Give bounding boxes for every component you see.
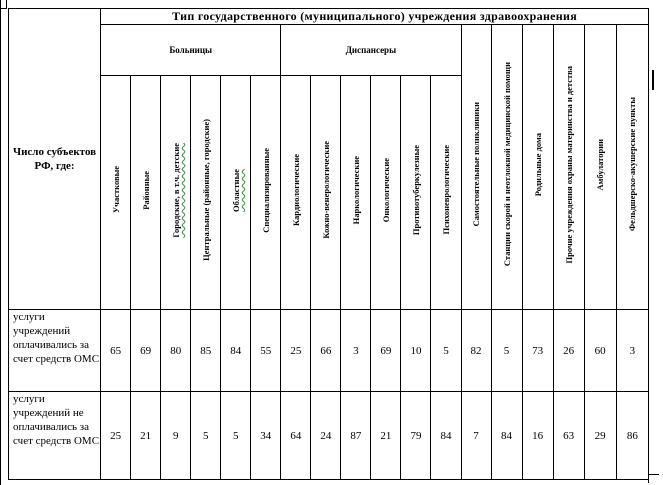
row-header-cell <box>9 9 101 310</box>
table-cell: 7 <box>461 392 491 480</box>
column-header-1 <box>131 76 161 310</box>
table-cell: 5 <box>191 392 221 480</box>
table-cell: 55 <box>251 310 281 392</box>
group-dispensaries-cell <box>281 25 461 76</box>
table-cell: 60 <box>584 310 616 392</box>
column-label: Онкологические <box>380 157 391 223</box>
column-label: Участковые <box>110 166 121 214</box>
column-label: Городские, в т.ч. детские <box>170 142 181 238</box>
column-label: Фельдшерско-акушерские пункты <box>627 97 638 232</box>
column-label: Районные <box>140 170 151 210</box>
column-header-8 <box>341 76 371 310</box>
table-cell: 21 <box>131 392 161 480</box>
corner-mark <box>0 0 7 9</box>
table-cell: 84 <box>221 310 251 392</box>
table-cell: 86 <box>616 392 648 480</box>
table-cell: 64 <box>281 392 311 480</box>
column-label: Наркологические <box>350 155 361 225</box>
page-left-border <box>0 0 1 485</box>
column-label: Кардиологические <box>290 153 301 227</box>
column-header-7 <box>311 76 341 310</box>
column-header-12 <box>461 25 491 310</box>
column-header-2 <box>161 76 191 310</box>
table-cell: 24 <box>311 392 341 480</box>
column-label: Центральные (районные, городские) <box>200 119 211 261</box>
table-cell: 66 <box>311 310 341 392</box>
column-header-9 <box>371 76 401 310</box>
column-header-17 <box>616 25 648 310</box>
table-cell: 16 <box>522 392 553 480</box>
column-header-11 <box>431 76 461 310</box>
table-cell: 63 <box>553 392 584 480</box>
table-cell: 21 <box>371 392 401 480</box>
table-cell: 3 <box>341 310 371 392</box>
column-label: Областные <box>230 168 241 212</box>
column-header-15 <box>553 25 584 310</box>
table-cell: 9 <box>161 392 191 480</box>
column-label: Психоневрологические <box>440 145 451 235</box>
row-label: услуги учреждений оплачивались за счет средств ОМС <box>9 310 101 392</box>
table-cell: 25 <box>101 392 131 480</box>
column-label: Специализированные <box>260 147 271 233</box>
table-cell: 80 <box>161 310 191 392</box>
table-cell: 3 <box>616 310 648 392</box>
column-header-0 <box>101 76 131 310</box>
column-header-5 <box>251 76 281 310</box>
table-cell: 87 <box>341 392 371 480</box>
column-header-3 <box>191 76 221 310</box>
table-row <box>9 310 649 392</box>
table-cell: 26 <box>553 310 584 392</box>
table-cell: 10 <box>401 310 431 392</box>
row-header-text: Число субъектов РФ, где: <box>13 146 97 172</box>
group-dispensaries: Диспансеры <box>345 45 397 55</box>
table-cell: 84 <box>431 392 461 480</box>
column-header-14 <box>522 25 553 310</box>
table-cell: 73 <box>522 310 553 392</box>
table-cell: 34 <box>251 392 281 480</box>
table-cell: 69 <box>371 310 401 392</box>
healthcare-table <box>8 8 649 480</box>
group-hospitals: Больницы <box>169 45 213 55</box>
column-header-6 <box>281 76 311 310</box>
table-cell: 85 <box>191 310 221 392</box>
column-header-13 <box>491 25 522 310</box>
table-cell: 5 <box>221 392 251 480</box>
table-cell: 79 <box>401 392 431 480</box>
table-cell: 65 <box>101 310 131 392</box>
column-label: Амбулатории <box>595 138 606 191</box>
column-label: Родильные дома <box>532 132 543 197</box>
column-label: Противотуберкулезные <box>410 144 421 236</box>
table-cell: 84 <box>491 392 522 480</box>
column-label: Прочие учреждения охраны материнства и детства <box>563 65 574 264</box>
table-cell: 29 <box>584 392 616 480</box>
column-header-4 <box>221 76 251 310</box>
right-margin-mark <box>652 70 654 90</box>
column-label: Самостоятельные поликлиники <box>471 102 482 227</box>
column-header-10 <box>401 76 431 310</box>
row-label: услуги учреждений не оплачивались за счет средств ОМС <box>9 392 101 480</box>
column-header-16 <box>584 25 616 310</box>
column-label: Станции скорой и неотложной медицинской помощи <box>501 62 512 267</box>
main-title-cell <box>101 9 649 25</box>
column-label: Кожно-венерологические <box>320 141 331 239</box>
table-cell: 82 <box>461 310 491 392</box>
table-cell: 25 <box>281 310 311 392</box>
table-cell: 69 <box>131 310 161 392</box>
bottom-margin-mark <box>648 474 659 483</box>
table-row <box>9 392 649 480</box>
table-cell: 5 <box>491 310 522 392</box>
table-cell: 5 <box>431 310 461 392</box>
main-title: Тип государственного (муниципального) учреждения здравоохранения <box>172 9 578 23</box>
group-hospitals-cell <box>101 25 281 76</box>
